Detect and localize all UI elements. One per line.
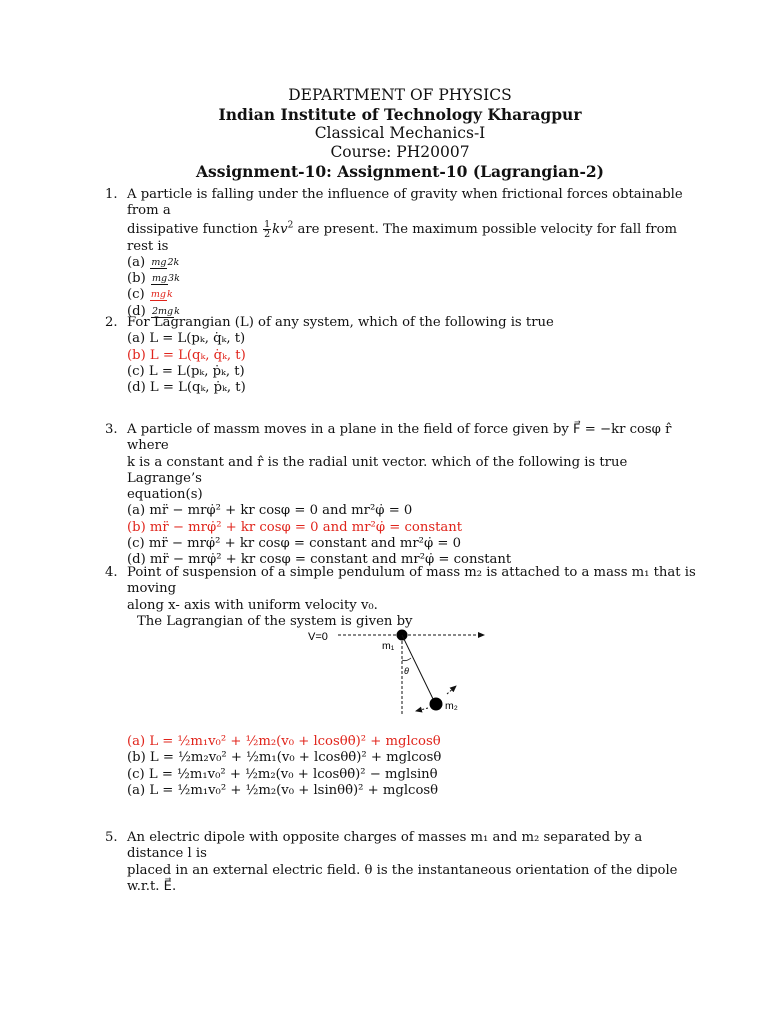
theta-label: θ bbox=[404, 666, 409, 676]
m2-back-arrow bbox=[416, 708, 428, 711]
fraction-denominator: k bbox=[166, 289, 173, 301]
option-b[interactable] bbox=[127, 271, 700, 287]
option-a-correct[interactable]: (a) L = ½m₁v₀² + ½m₂(v₀ + lcosθθ̇)² + mglcosθ bbox=[127, 734, 441, 749]
option-fraction-correct bbox=[150, 290, 173, 299]
question-number: 5. bbox=[105, 830, 118, 845]
assignment-title: Assignment-10: Assignment-10 (Lagrangian-2) bbox=[195, 162, 605, 181]
question-number: 3. bbox=[105, 422, 118, 437]
fraction-numerator: mg bbox=[150, 289, 166, 301]
document-header bbox=[0, 86, 768, 181]
question-stem-line: placed in an external electric field. θ is the instantaneous orientation of the dipole w.r.t. E⃗. bbox=[127, 862, 678, 894]
option-b-correct[interactable]: (b) L = L(qₖ, q̇ₖ, t) bbox=[127, 347, 246, 363]
option-a[interactable]: (a) L = L(pₖ, q̇ₖ, t) bbox=[127, 331, 246, 347]
question-2 bbox=[105, 315, 700, 396]
stem-text: are present. The maximum possible velocity for fall from rest is bbox=[127, 221, 678, 254]
option-label: (c) bbox=[127, 287, 145, 303]
option-a[interactable] bbox=[127, 255, 700, 271]
option-fraction bbox=[150, 258, 179, 267]
option-c[interactable]: (c) mr̈ − mrφ̇² + kr cosφ = constant and mr²φ̇ = 0 bbox=[127, 536, 461, 552]
question-1 bbox=[105, 187, 700, 320]
question-4 bbox=[105, 565, 700, 630]
velocity-label: V=0 bbox=[308, 631, 328, 643]
mass-m2 bbox=[430, 698, 443, 711]
question-3 bbox=[105, 422, 700, 569]
option-d[interactable]: (a) L = ½m₁v₀² + ½m₂(v₀ + lsinθθ̇)² + mglcosθ bbox=[127, 782, 439, 798]
option-b-correct[interactable]: (b) mr̈ − mrφ̇² + kr cosφ = 0 and mr²φ̇ = constant bbox=[127, 519, 463, 535]
question-stem-line: The Lagrangian of the system is given by bbox=[137, 613, 413, 629]
fraction-denominator: 2k bbox=[167, 256, 180, 268]
question-stem-line: Point of suspension of a simple pendulum of mass m₂ is attached to a mass m₁ that is moving bbox=[127, 565, 696, 597]
fraction-numerator: mg bbox=[151, 273, 168, 285]
question-4-options bbox=[105, 734, 700, 799]
institute-title: Indian Institute of Technology Kharagpur bbox=[218, 105, 582, 124]
question-number: 2. bbox=[105, 315, 118, 330]
option-label: (a) bbox=[127, 254, 146, 270]
option-b[interactable]: (b) L = ½m₂v₀² + ½m₁(v₀ + lcosθθ̇)² + mglcosθ bbox=[127, 750, 442, 766]
question-stem-line: k is a constant and r̂ is the radial unit vector. which of the following is true Lagrange’s bbox=[127, 454, 628, 486]
question-stem-line: equation(s) bbox=[127, 487, 203, 503]
department-title: DEPARTMENT OF PHYSICS bbox=[288, 86, 512, 104]
theta-arc bbox=[402, 658, 411, 661]
option-d[interactable]: (d) mr̈ − mrφ̇² + kr cosφ = constant and mr²φ̇ = constant bbox=[127, 552, 512, 568]
half-fraction: $\frac{1}{2}$ bbox=[264, 218, 271, 240]
question-5 bbox=[105, 830, 700, 895]
question-stem-line: A particle of massm moves in a plane in the field of force given by F⃗ = −kr cosφ r̂ where bbox=[127, 422, 672, 454]
stem-text: dissipative function bbox=[127, 221, 263, 237]
m2-velocity-arrow bbox=[447, 686, 456, 694]
option-c[interactable]: (c) L = ½m₁v₀² + ½m₂(v₀ + lcosθθ̇)² − mglsinθ bbox=[127, 766, 438, 782]
stem-math: kv bbox=[272, 221, 288, 237]
option-label: (b) bbox=[127, 271, 146, 287]
course-code: Course: PH20007 bbox=[330, 143, 470, 161]
question-stem-line: An electric dipole with opposite charges of masses m₁ and m₂ separated by a distance l is bbox=[127, 830, 643, 862]
question-stem-line: For Lagrangian (L) of any system, which of the following is true bbox=[127, 315, 554, 330]
option-fraction bbox=[151, 274, 180, 283]
fraction-numerator: 2mg bbox=[151, 305, 174, 317]
m1-label: m₁ bbox=[382, 640, 395, 652]
option-a[interactable]: (a) mr̈ − mrφ̇² + kr cosφ = 0 and mr²φ̇ = 0 bbox=[127, 503, 413, 519]
option-c[interactable]: (c) L = L(pₖ, ṗₖ, t) bbox=[127, 363, 245, 379]
subject-title: Classical Mechanics-I bbox=[314, 124, 486, 142]
option-c[interactable] bbox=[127, 287, 700, 303]
option-d[interactable]: (d) L = L(qₖ, ṗₖ, t) bbox=[127, 380, 246, 396]
fraction-denominator: 3k bbox=[168, 273, 180, 285]
question-stem-line: dissipative function $\frac{1}{2}$ $kv^2$ are present. The maximum possible velocity for fall from rest is bbox=[127, 218, 678, 254]
fraction-numerator: mg bbox=[151, 256, 167, 268]
m2-label: m₂ bbox=[445, 700, 458, 712]
pendulum-figure bbox=[300, 622, 500, 722]
question-stem-line: along x- axis with uniform velocity v₀. bbox=[127, 597, 378, 613]
question-number: 4. bbox=[105, 565, 118, 580]
question-number: 1. bbox=[105, 187, 118, 202]
fraction-denominator: k bbox=[174, 305, 180, 317]
question-stem-line: A particle is falling under the influence of gravity when frictional forces obtainable from a bbox=[127, 187, 683, 219]
option-label: (d) bbox=[127, 303, 146, 319]
